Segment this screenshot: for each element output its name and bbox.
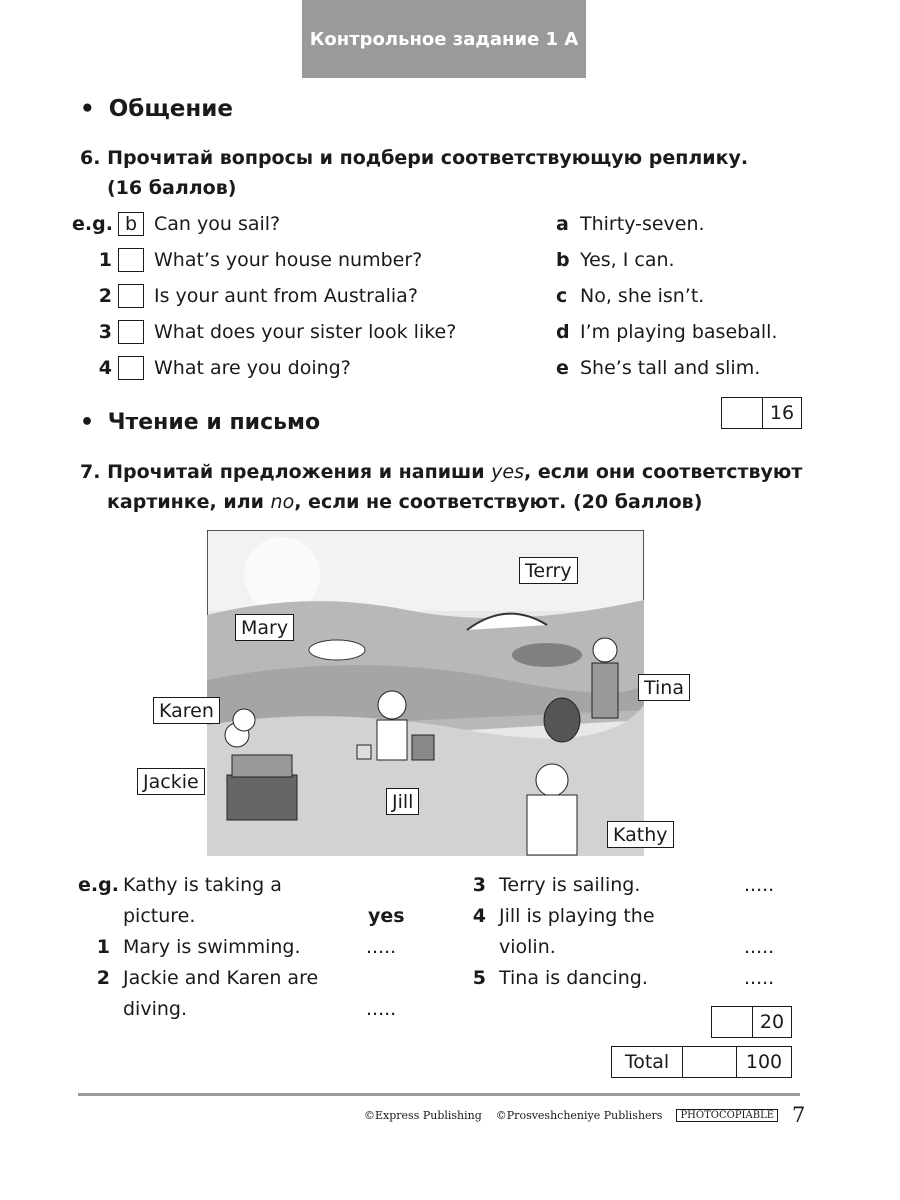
task7-left-column <box>78 870 418 1025</box>
question-text: violin. <box>499 936 556 958</box>
bullet: • <box>80 410 95 435</box>
question-text: What does your sister look like? <box>154 321 457 343</box>
total-input[interactable] <box>682 1047 736 1077</box>
instruction-yes: yes <box>491 461 524 483</box>
question-text: Kathy is taking a <box>123 874 282 896</box>
instruction-text: , если не соответствуют. (20 баллов) <box>294 491 703 513</box>
beach-illustration <box>207 530 644 856</box>
question-text: Mary is swimming. <box>123 936 301 958</box>
photocopiable-badge: PHOTOCOPIABLE <box>676 1109 778 1122</box>
question-row <box>72 245 552 275</box>
question-number: 5 <box>472 967 486 989</box>
question-eg-cont <box>78 901 418 932</box>
score-box-task7 <box>711 1006 792 1038</box>
answer-blank[interactable]: ..... <box>744 967 775 989</box>
answer-text: She’s tall and slim. <box>580 357 761 379</box>
task7-right-column <box>470 870 800 994</box>
total-label: Total <box>624 1051 670 1073</box>
question-text: Terry is sailing. <box>499 874 641 896</box>
instruction-points: (16 баллов) <box>107 177 237 199</box>
score-input[interactable] <box>722 398 762 428</box>
question-number: 3 <box>98 321 112 343</box>
question-number: 4 <box>472 905 486 927</box>
picture-label: Karen <box>153 697 220 724</box>
question-row-cont <box>78 994 418 1025</box>
answer-box[interactable] <box>118 284 144 308</box>
picture-label: Tina <box>638 674 690 701</box>
answer-box[interactable]: b <box>118 212 144 236</box>
question-text: Jackie and Karen are <box>123 967 319 989</box>
question-text: What are you doing? <box>154 357 351 379</box>
score-max: 16 <box>762 398 801 428</box>
question-text: What’s your house number? <box>154 249 423 271</box>
answer-row <box>556 317 816 347</box>
example-answer: yes <box>368 905 405 927</box>
score-input[interactable] <box>712 1007 752 1037</box>
picture-label: Mary <box>235 614 294 641</box>
question-number: e.g. <box>78 874 119 896</box>
task-number: 7. <box>80 461 101 483</box>
footer-publisher: ©Express Publishing <box>364 1108 482 1122</box>
question-row <box>78 932 418 963</box>
question-row <box>470 963 800 994</box>
task6-instruction <box>80 143 748 203</box>
question-number: 2 <box>96 967 110 989</box>
page-header-tab <box>302 0 586 78</box>
section-communication <box>80 96 233 122</box>
question-text: Tina is dancing. <box>499 967 648 989</box>
answer-letter: e <box>556 357 569 379</box>
score-max: 20 <box>752 1007 791 1037</box>
bullet: • <box>80 96 95 122</box>
task7-instruction <box>80 457 802 517</box>
answer-box[interactable] <box>118 356 144 380</box>
question-text: diving. <box>123 998 188 1020</box>
picture-label: Terry <box>519 557 578 584</box>
question-row <box>72 353 552 383</box>
section-title: Общение <box>108 96 233 122</box>
instruction-text: , если они соответствуют <box>524 461 803 483</box>
answer-letter: b <box>556 249 570 271</box>
instruction-text: картинке, или <box>107 491 271 513</box>
beach-picture <box>143 530 684 856</box>
answer-box[interactable] <box>118 320 144 344</box>
instruction-no: no <box>270 491 295 513</box>
question-row <box>72 281 552 311</box>
question-eg <box>78 870 418 901</box>
answer-text: No, she isn’t. <box>580 285 705 307</box>
question-row <box>72 317 552 347</box>
task6-answers <box>556 209 816 383</box>
question-row <box>78 963 418 994</box>
instruction-line: Прочитай вопросы и подбери соответствующую реплику. <box>107 147 749 169</box>
question-row <box>470 901 800 932</box>
answer-row <box>556 353 816 383</box>
answer-box[interactable] <box>118 248 144 272</box>
question-number: 1 <box>98 249 112 271</box>
question-row <box>470 870 800 901</box>
task6-questions <box>72 209 552 383</box>
answer-blank[interactable]: ..... <box>366 936 397 958</box>
total-max: 100 <box>736 1047 791 1077</box>
page-number: 7 <box>792 1103 806 1127</box>
answer-blank[interactable]: ..... <box>744 874 775 896</box>
question-number: 2 <box>98 285 112 307</box>
question-text: Jill is playing the <box>499 905 655 927</box>
answer-blank[interactable]: ..... <box>366 998 397 1020</box>
instruction-text: Прочитай предложения и напиши <box>107 461 492 483</box>
answer-row <box>556 209 816 239</box>
question-number: 3 <box>472 874 486 896</box>
picture-label: Jackie <box>137 768 205 795</box>
question-number: e.g. <box>72 213 113 235</box>
answer-letter: c <box>556 285 568 307</box>
picture-label: Kathy <box>607 821 674 848</box>
header-title: Контрольное задание 1 А <box>309 28 579 50</box>
question-text: Is your aunt from Australia? <box>154 285 418 307</box>
answer-row <box>556 245 816 275</box>
answer-blank[interactable]: ..... <box>744 936 775 958</box>
answer-row <box>556 281 816 311</box>
section-title: Чтение и письмо <box>107 410 321 435</box>
answer-text: I’m playing baseball. <box>580 321 778 343</box>
footer-divider <box>78 1093 800 1096</box>
question-text: picture. <box>123 905 196 927</box>
answer-text: Yes, I can. <box>580 249 675 271</box>
picture-label: Jill <box>386 788 419 815</box>
question-text: Can you sail? <box>154 213 281 235</box>
score-box-task6 <box>721 397 802 429</box>
answer-letter: a <box>556 213 569 235</box>
footer <box>364 1102 805 1128</box>
question-row-cont <box>470 932 800 963</box>
footer-publisher: ©Prosveshcheniye Publishers <box>495 1108 663 1122</box>
task-number: 6. <box>80 147 101 169</box>
answer-text: Thirty-seven. <box>580 213 705 235</box>
question-number: 1 <box>96 936 110 958</box>
section-reading-writing <box>80 410 320 435</box>
total-score-box <box>611 1046 792 1078</box>
question-number: 4 <box>98 357 112 379</box>
question-row <box>72 209 552 239</box>
answer-letter: d <box>556 321 570 343</box>
